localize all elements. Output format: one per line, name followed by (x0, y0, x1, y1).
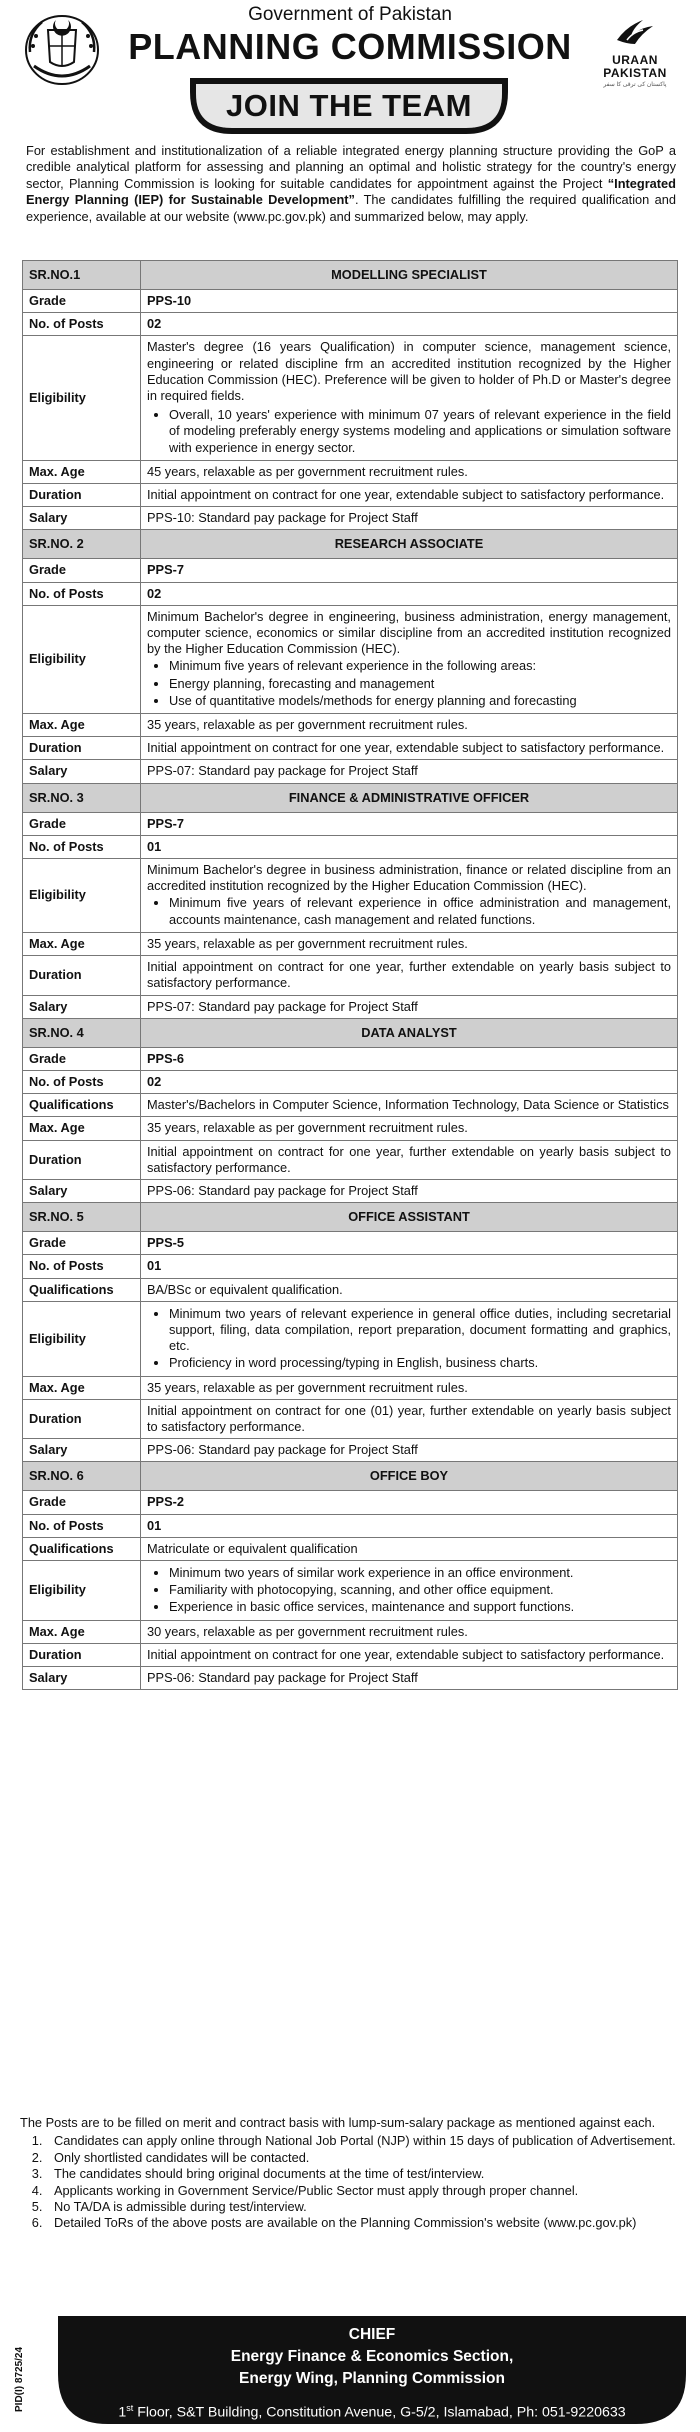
table-row (23, 1537, 678, 1560)
table-row (23, 559, 678, 582)
eligibility-text: Minimum Bachelor's degree in engineering, business administration, energy management, computer science, economics or similar discipline from an accredited institution recognized by the Higher Education Commission (HEC). (147, 608, 671, 657)
row-label: Grade (23, 1232, 141, 1255)
max-age-value: 35 years, relaxable as per government recruitment rules. (141, 1117, 678, 1140)
row-label: Max. Age (23, 932, 141, 955)
footer-address (58, 2403, 686, 2421)
row-label: Grade (23, 290, 141, 313)
table-row (23, 956, 678, 995)
list-item: • Familiarity with photocopying, scanning, and other office equipment. (169, 1582, 671, 1598)
list-item: • Experience in basic office services, maintenance and support functions. (169, 1599, 671, 1615)
table-row (23, 582, 678, 605)
list-item: 2. Only shortlisted candidates will be contacted. (46, 2150, 680, 2166)
publication-id-text: PID(I) 8725/24 (14, 2346, 25, 2412)
eligibility-list (147, 658, 671, 709)
table-row (23, 1255, 678, 1278)
salary-value: PPS-06: Standard pay package for Project Staff (141, 1666, 678, 1689)
table-row (23, 1047, 678, 1070)
table-row (23, 290, 678, 313)
uraan-logo-tagline: پاکستان کی ترقی کا سفر (603, 82, 667, 88)
uraan-logo-name: URAAN (612, 53, 658, 67)
publication-id (14, 2346, 28, 2412)
table-row (23, 1439, 678, 1462)
row-label: Eligibility (23, 1560, 141, 1620)
num-posts-value: 02 (141, 582, 678, 605)
list-item: 5. No TA/DA is admissible during test/interview. (46, 2199, 680, 2215)
footer-wing: Energy Wing, Planning Commission (239, 2370, 505, 2387)
table-row (23, 1140, 678, 1179)
row-label: Max. Age (23, 714, 141, 737)
max-age-value: 35 years, relaxable as per government recruitment rules. (141, 1376, 678, 1399)
qualifications-value: Master's/Bachelors in Computer Science, Information Technology, Data Science or Statistics (141, 1094, 678, 1117)
row-label: No. of Posts (23, 1255, 141, 1278)
list-item: 4. Applicants working in Government Service/Public Sector must apply through proper channel. (46, 2183, 680, 2199)
row-label: Duration (23, 1140, 141, 1179)
eligibility-cell (141, 605, 678, 713)
num-posts-value: 02 (141, 313, 678, 336)
header (0, 0, 700, 135)
max-age-value: 45 years, relaxable as per government recruitment rules. (141, 460, 678, 483)
row-label: Salary (23, 1666, 141, 1689)
salary-value: PPS-07: Standard pay package for Project Staff (141, 760, 678, 783)
uraan-bird-icon (613, 10, 657, 54)
list-item: • Minimum two years of similar work experience in an office environment. (169, 1565, 671, 1581)
eligibility-cell (141, 859, 678, 933)
table-row (23, 507, 678, 530)
eligibility-list (147, 407, 671, 456)
qualifications-value: Matriculate or equivalent qualification (141, 1537, 678, 1560)
row-label: Max. Age (23, 460, 141, 483)
section-title: RESEARCH ASSOCIATE (141, 530, 678, 559)
table-row (23, 1376, 678, 1399)
eligibility-cell (141, 1301, 678, 1376)
table-row (23, 1560, 678, 1620)
eligibility-text: Minimum Bachelor's degree in business administration, finance or related discipline from an accredited institution recognized by the Higher Education Commission (HEC). (147, 862, 671, 894)
list-item: • Minimum two years of relevant experience in general office duties, including secretarial support, filing, data compilation, report preparation, document formatting and graphics, etc. (169, 1306, 671, 1355)
num-posts-value: 01 (141, 1255, 678, 1278)
table-row (23, 1620, 678, 1643)
row-label: Salary (23, 760, 141, 783)
qualifications-value: BA/BSc or equivalent qualification. (141, 1278, 678, 1301)
num-posts-value: 01 (141, 1514, 678, 1537)
contact-footer (58, 2316, 686, 2424)
eligibility-list (147, 1306, 671, 1372)
list-item: • Overall, 10 years' experience with minimum 07 years of relevant experience in the field of modeling preferably energy systems modeling and applications or simulation software with experience in energy sector. (169, 407, 671, 456)
row-label: Grade (23, 559, 141, 582)
list-item: • Use of quantitative models/methods for energy planning and forecasting (169, 693, 671, 709)
table-row (23, 737, 678, 760)
row-label: Qualifications (23, 1537, 141, 1560)
table-row (23, 1278, 678, 1301)
row-label: Duration (23, 956, 141, 995)
address-rest: Floor, S&T Building, Constitution Avenue, G-5/2, Islamabad, Ph: 051-9220633 (133, 2404, 626, 2421)
eligibility-list (147, 1565, 671, 1616)
row-label: Salary (23, 995, 141, 1018)
section-sr-no: SR.NO. 6 (23, 1462, 141, 1491)
duration-value: Initial appointment on contract for one (01) year, further extendable on yearly basis subject to satisfactory performance. (141, 1399, 678, 1438)
row-label: Duration (23, 1399, 141, 1438)
table-row (23, 1643, 678, 1666)
grade-value: PPS-7 (141, 559, 678, 582)
table-row (23, 1179, 678, 1202)
eligibility-cell (141, 336, 678, 460)
table-row (23, 1232, 678, 1255)
section-header (23, 261, 678, 290)
row-label: Grade (23, 1047, 141, 1070)
salary-value: PPS-06: Standard pay package for Project Staff (141, 1179, 678, 1202)
row-label: No. of Posts (23, 1070, 141, 1093)
row-label: Eligibility (23, 336, 141, 460)
section-sr-no: SR.NO. 4 (23, 1018, 141, 1047)
notes-intro: The Posts are to be filled on merit and contract basis with lump-sum-salary package as mentioned against each. (20, 2115, 656, 2130)
row-label: No. of Posts (23, 1514, 141, 1537)
posts-table (22, 260, 678, 1690)
max-age-value: 35 years, relaxable as per government recruitment rules. (141, 714, 678, 737)
table-row (23, 1514, 678, 1537)
table-row (23, 932, 678, 955)
intro-paragraph (26, 143, 676, 225)
uraan-pakistan-logo (590, 10, 680, 102)
table-row (23, 1094, 678, 1117)
section-sr-no: SR.NO. 5 (23, 1203, 141, 1232)
notes-list (20, 2133, 680, 2231)
grade-value: PPS-6 (141, 1047, 678, 1070)
row-label: No. of Posts (23, 582, 141, 605)
num-posts-value: 01 (141, 835, 678, 858)
footer-section: Energy Finance & Economics Section, (230, 2348, 514, 2365)
duration-value: Initial appointment on contract for one year, extendable subject to satisfactory performance. (141, 1643, 678, 1666)
salary-value: PPS-10: Standard pay package for Project Staff (141, 507, 678, 530)
table-row (23, 714, 678, 737)
row-label: No. of Posts (23, 313, 141, 336)
section-header (23, 1018, 678, 1047)
address-floor-suffix: st (126, 2403, 134, 2413)
section-title: FINANCE & ADMINISTRATIVE OFFICER (141, 783, 678, 812)
table-row (23, 1399, 678, 1438)
salary-value: PPS-06: Standard pay package for Project Staff (141, 1439, 678, 1462)
section-sr-no: SR.NO. 2 (23, 530, 141, 559)
eligibility-text: Master's degree (16 years Qualification) in computer science, management science, engineering or related discipline frm an accredited institution recognized by the Higher Education Commission (HEC). Preference will be given to holder of Ph.D or Master's degree in required fields. (147, 339, 671, 404)
section-title: MODELLING SPECIALIST (141, 261, 678, 290)
section-title: OFFICE BOY (141, 1462, 678, 1491)
table-row (23, 1491, 678, 1514)
table-row (23, 859, 678, 933)
table-row (23, 1666, 678, 1689)
address-floor: 1 (118, 2404, 127, 2421)
duration-value: Initial appointment on contract for one year, further extendable on yearly basis subject to satisfactory performance. (141, 956, 678, 995)
intro-text-before: For establishment and institutionalization of a reliable integrated energy planning structure providing the GoP a credible analytical platform for assessing and planning an optimal and holistic strategy for the country's energy sector, Planning Commission is looking for suitable candidates for appointment against the Project (26, 143, 676, 191)
footer-designation: CHIEF (348, 2326, 396, 2343)
list-item: • Minimum five years of relevant experience in the following areas: (169, 658, 671, 674)
salary-value: PPS-07: Standard pay package for Project Staff (141, 995, 678, 1018)
max-age-value: 30 years, relaxable as per government recruitment rules. (141, 1620, 678, 1643)
footer-contact-block (58, 2324, 686, 2390)
section-title: OFFICE ASSISTANT (141, 1203, 678, 1232)
table-row (23, 812, 678, 835)
row-label: Grade (23, 1491, 141, 1514)
government-title: Government of Pakistan (248, 4, 452, 25)
row-label: Max. Age (23, 1620, 141, 1643)
list-item: • Proficiency in word processing/typing in English, business charts. (169, 1355, 671, 1371)
row-label: Salary (23, 1179, 141, 1202)
list-item: 3. The candidates should bring original documents at the time of test/interview. (46, 2166, 680, 2182)
banner-text: JOIN THE TEAM (226, 88, 472, 123)
row-label: Qualifications (23, 1278, 141, 1301)
list-item: • Minimum five years of relevant experience in office administration and management, accounts maintenance, cash management and related functions. (169, 895, 671, 927)
intro-text-after: . The candidates fulfilling the required qualification and experience, available at our website (www.pc.gov.pk) and summarized below, may apply. (26, 192, 676, 224)
row-label: Eligibility (23, 605, 141, 713)
section-sr-no: SR.NO. 3 (23, 783, 141, 812)
row-label: Max. Age (23, 1376, 141, 1399)
table-row (23, 336, 678, 460)
table-row (23, 1070, 678, 1093)
grade-value: PPS-5 (141, 1232, 678, 1255)
row-label: Duration (23, 1643, 141, 1666)
row-label: Qualifications (23, 1094, 141, 1117)
row-label: Salary (23, 1439, 141, 1462)
list-item: 6. Detailed ToRs of the above posts are available on the Planning Commission's website (www.pc.gov.pk) (46, 2215, 680, 2231)
duration-value: Initial appointment on contract for one year, extendable subject to satisfactory performance. (141, 484, 678, 507)
eligibility-list (147, 895, 671, 927)
row-label: Duration (23, 484, 141, 507)
notes-section (20, 2115, 680, 2232)
table-row (23, 313, 678, 336)
section-sr-no: SR.NO.1 (23, 261, 141, 290)
section-header (23, 1203, 678, 1232)
intro-project-name: “Integrated Energy Planning (IEP) for Sustainable Development” (26, 175, 676, 208)
table-row (23, 605, 678, 713)
table-row (23, 835, 678, 858)
uraan-logo-country: PAKISTAN (603, 66, 667, 80)
table-row (23, 460, 678, 483)
row-label: Eligibility (23, 859, 141, 933)
grade-value: PPS-7 (141, 812, 678, 835)
row-label: Salary (23, 507, 141, 530)
duration-value: Initial appointment on contract for one year, extendable subject to satisfactory performance. (141, 737, 678, 760)
num-posts-value: 02 (141, 1070, 678, 1093)
join-the-team-banner (190, 78, 508, 134)
list-item: 1. Candidates can apply online through National Job Portal (NJP) within 15 days of publication of Advertisement. (46, 2133, 680, 2149)
grade-value: PPS-10 (141, 290, 678, 313)
row-label: Grade (23, 812, 141, 835)
grade-value: PPS-2 (141, 1491, 678, 1514)
table-row (23, 484, 678, 507)
table-row (23, 995, 678, 1018)
row-label: Duration (23, 737, 141, 760)
section-header (23, 783, 678, 812)
table-row (23, 1301, 678, 1376)
section-header (23, 1462, 678, 1491)
section-title: DATA ANALYST (141, 1018, 678, 1047)
eligibility-cell (141, 1560, 678, 1620)
table-row (23, 760, 678, 783)
duration-value: Initial appointment on contract for one year, further extendable on yearly basis subject to satisfactory performance. (141, 1140, 678, 1179)
max-age-value: 35 years, relaxable as per government recruitment rules. (141, 932, 678, 955)
row-label: Eligibility (23, 1301, 141, 1376)
row-label: Max. Age (23, 1117, 141, 1140)
organization-title: PLANNING COMMISSION (128, 26, 572, 67)
section-header (23, 530, 678, 559)
table-row (23, 1117, 678, 1140)
list-item: • Energy planning, forecasting and management (169, 676, 671, 692)
row-label: No. of Posts (23, 835, 141, 858)
